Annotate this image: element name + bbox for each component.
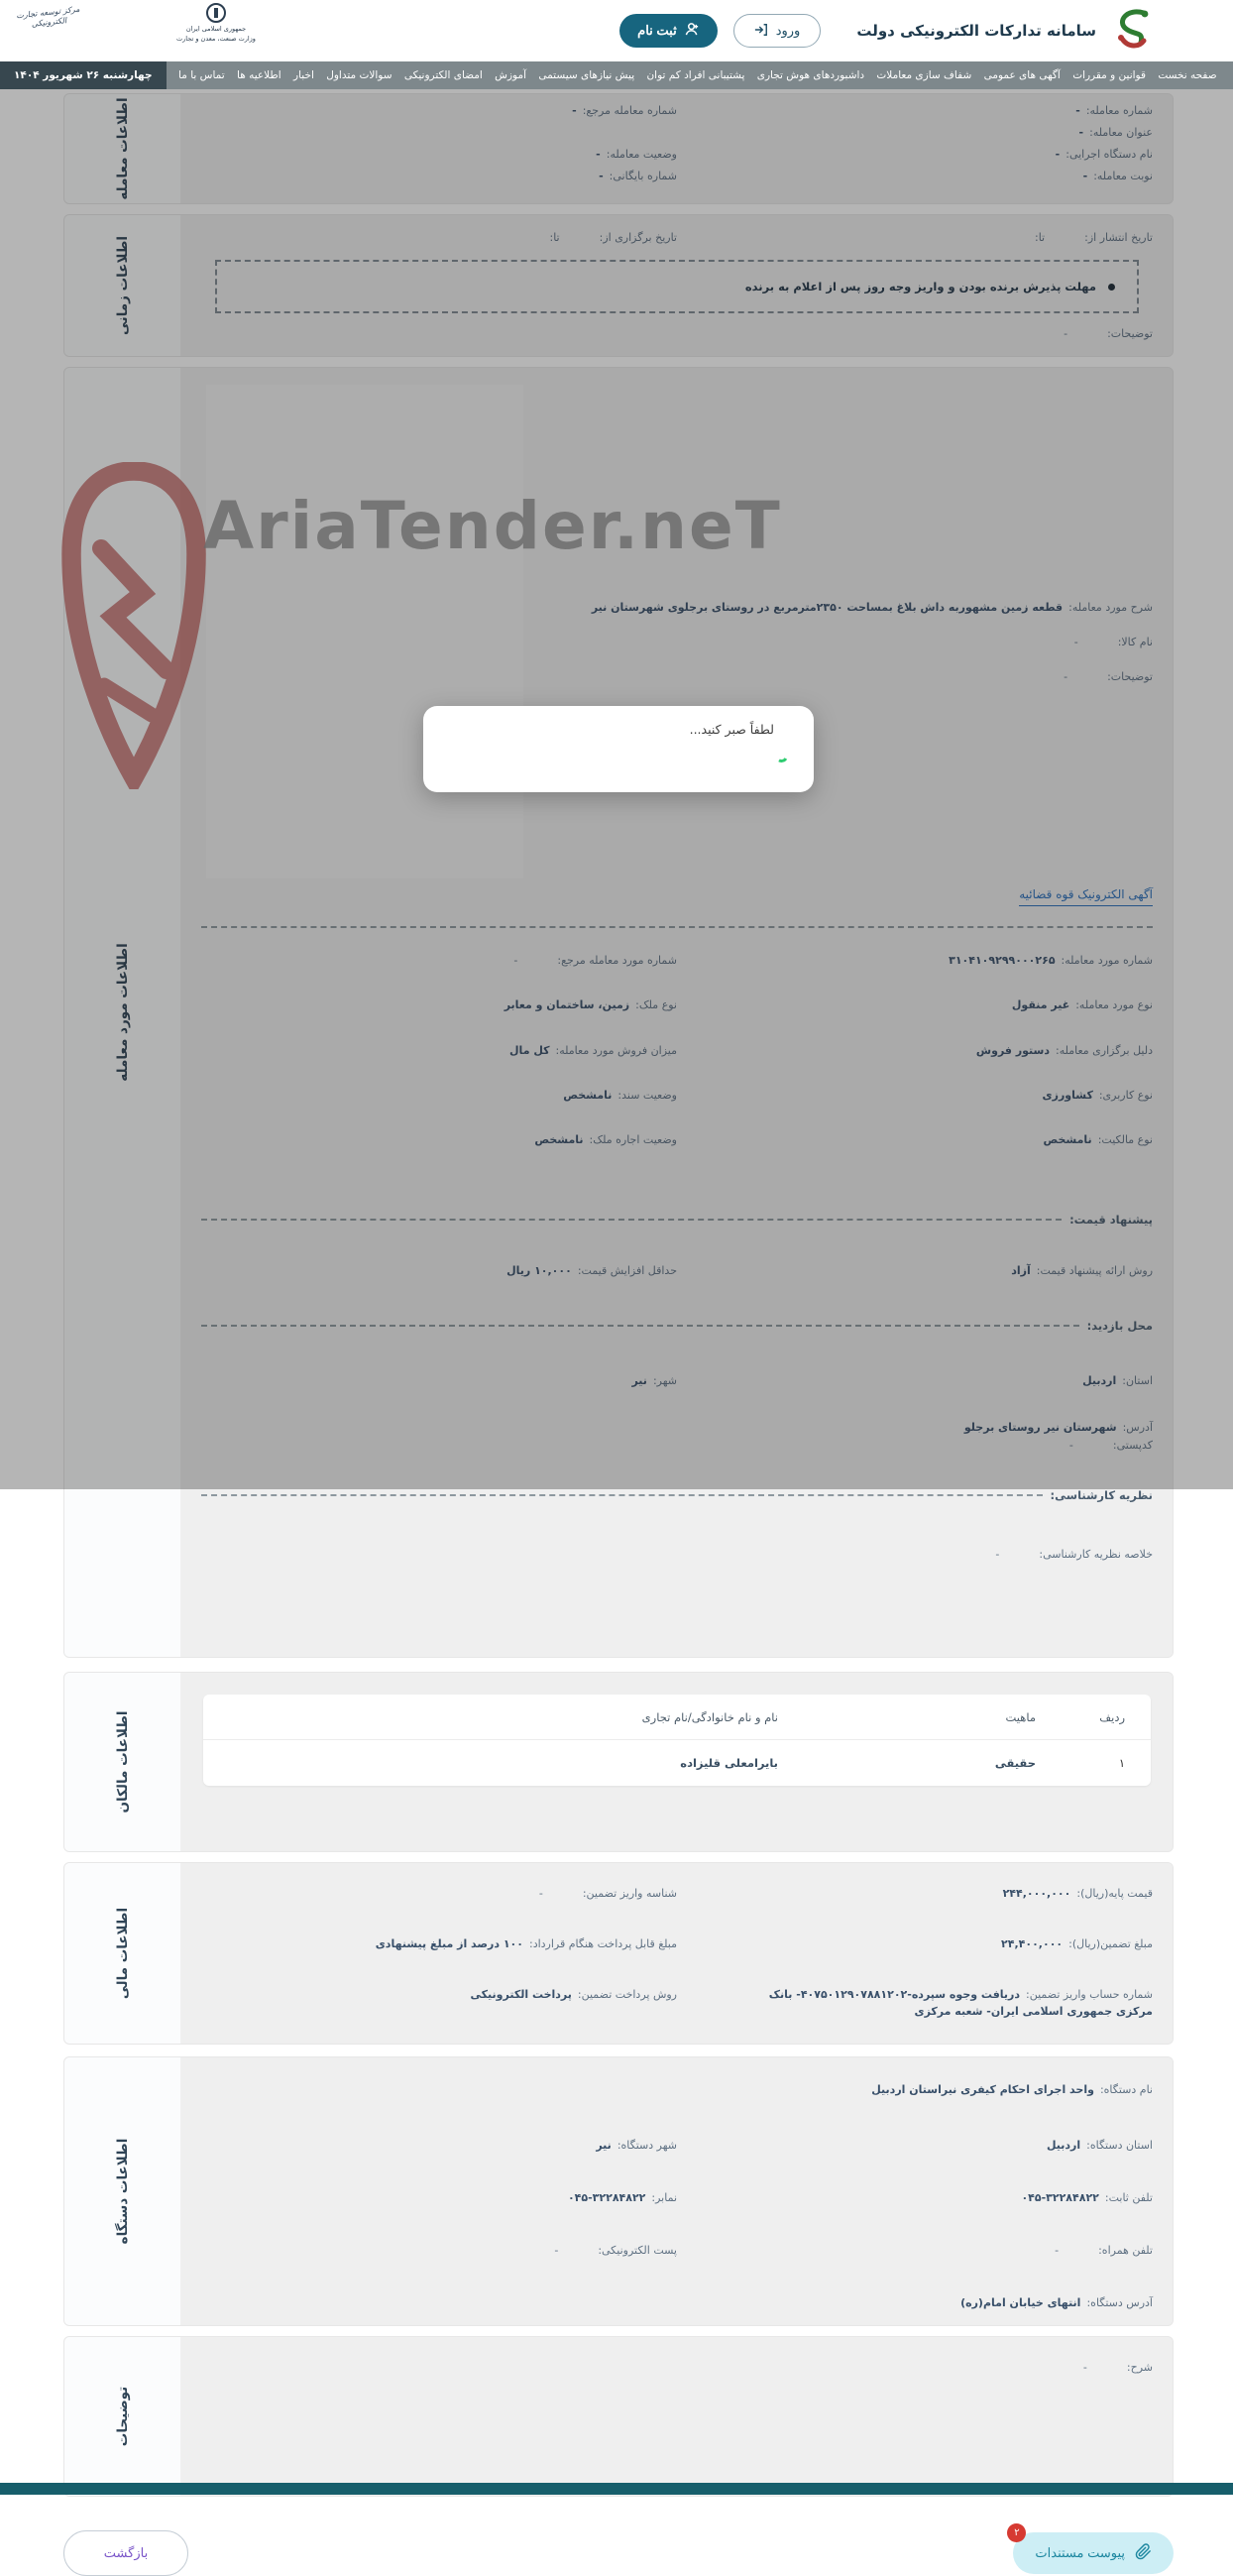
field-value: - bbox=[513, 954, 518, 968]
field-label: پست الکترونیکی: bbox=[598, 2243, 677, 2257]
ecommerce-center-logo: مرکز توسعه تجارت الکترونیکی bbox=[15, 4, 80, 30]
field-value: - bbox=[1055, 148, 1061, 162]
field-value: - bbox=[1064, 670, 1068, 684]
field bbox=[201, 2294, 1153, 2311]
field-value: ۳۱۰۴۱۰۹۲۹۹۰۰۰۲۶۵ bbox=[949, 954, 1056, 968]
section-title: اطلاعات معامله bbox=[114, 97, 131, 200]
field-value: ۰۴۵-۳۲۲۸۴۸۲۲ bbox=[567, 2190, 646, 2204]
field-label: روش ارائه پیشنهاد قیمت: bbox=[1036, 1263, 1153, 1277]
field bbox=[201, 1546, 1153, 1563]
col-entity-type: ماهیت bbox=[1005, 1709, 1036, 1724]
field-label: نوع کاربری: bbox=[1098, 1088, 1153, 1102]
nav-bi-dashboards[interactable]: داشبوردهای هوش تجاری bbox=[756, 69, 865, 81]
field-value: - bbox=[1082, 2360, 1087, 2374]
field-label: کدپستی: bbox=[1112, 1438, 1153, 1452]
field-label: شماره بایگانی: bbox=[609, 170, 677, 183]
field-value: - bbox=[572, 104, 577, 117]
field-value: قطعه زمین مشهوربه داش بلاغ بمساحت ۲۳۵۰مترمربع در روستای برجلوی شهرستان نیر bbox=[591, 601, 1064, 615]
field-label: وضعیت سند: bbox=[617, 1088, 677, 1102]
field-value: - bbox=[1075, 104, 1080, 117]
field-value: ۲۴۴,۰۰۰,۰۰۰ bbox=[1002, 1887, 1071, 1901]
nav-esignature[interactable]: امضای الکترونیکی bbox=[403, 69, 483, 81]
field-label: شرح: bbox=[1126, 2360, 1153, 2374]
field-label: توضیحات: bbox=[1107, 327, 1153, 341]
field-value: ۱۰۰ درصد از مبلغ پیشنهادی bbox=[375, 1937, 523, 1951]
gov-line-1: جمهوری اسلامی ایران bbox=[185, 25, 247, 33]
field-label: نام دستگاه اجرایی: bbox=[1065, 148, 1153, 162]
field-value: - bbox=[596, 148, 601, 162]
field-label: شماره معامله مرجع: bbox=[582, 104, 677, 117]
section-financial bbox=[63, 1862, 1174, 2045]
loading-modal bbox=[423, 706, 814, 792]
nav-transparency[interactable]: شفاف سازی معاملات bbox=[876, 69, 972, 81]
col-row-number: ردیف bbox=[1099, 1709, 1125, 1724]
register-button[interactable] bbox=[619, 14, 718, 48]
field bbox=[201, 2189, 677, 2206]
section-title: اطلاعات مالی bbox=[114, 1908, 131, 2000]
field-value: - bbox=[1073, 636, 1078, 649]
section-title-column bbox=[64, 2337, 181, 2496]
field bbox=[201, 2081, 1153, 2098]
field-label: تلفن ثابت: bbox=[1104, 2190, 1153, 2204]
login-label: ورود bbox=[775, 23, 801, 38]
field-label: عنوان معامله: bbox=[1089, 126, 1153, 140]
section-title: توضیحات bbox=[114, 2386, 131, 2446]
field-value: - bbox=[1064, 327, 1068, 341]
field-label: استان دستگاه: bbox=[1086, 2138, 1153, 2152]
field-value: - bbox=[554, 2243, 559, 2257]
login-arrow-icon bbox=[754, 23, 768, 40]
section-title: اطلاعات زمانی bbox=[114, 236, 131, 336]
user-plus-icon bbox=[685, 22, 700, 40]
field-label: توضیحات: bbox=[1107, 670, 1153, 684]
nav-news[interactable]: اخبار bbox=[293, 69, 314, 81]
ariatender-watermark-text: AriaTender.neT bbox=[203, 488, 782, 564]
section-title-column bbox=[64, 1673, 181, 1851]
field-value: اردبیل bbox=[1046, 2138, 1081, 2152]
field bbox=[201, 1986, 677, 2020]
field-value: نیر bbox=[631, 1373, 647, 1387]
field-label: خلاصه نظریه کارشناسی: bbox=[1039, 1547, 1153, 1561]
back-button[interactable]: بازگشت bbox=[63, 2530, 188, 2576]
field-label: آدرس دستگاه: bbox=[1086, 2295, 1153, 2309]
current-date: چهارشنبه ۲۶ شهریور ۱۴۰۴ bbox=[0, 61, 167, 89]
field-value: اردبیل bbox=[1082, 1373, 1117, 1387]
main-nav bbox=[0, 61, 1233, 89]
field-label: استان: bbox=[1122, 1373, 1153, 1387]
section-title-column bbox=[64, 2057, 181, 2324]
field bbox=[201, 2137, 677, 2154]
field-value: تا: bbox=[549, 231, 560, 245]
field-label: نوع مالکیت: bbox=[1097, 1132, 1153, 1146]
field-label: مبلغ قابل پرداخت هنگام قرارداد: bbox=[529, 1937, 677, 1951]
field-label: شرح مورد معامله: bbox=[1068, 601, 1153, 615]
field-value: زمین، ساختمان و معابر bbox=[504, 998, 630, 1012]
field-label: شناسه واریز تضمین: bbox=[582, 1887, 677, 1901]
field-label: قیمت پایه(ریال): bbox=[1076, 1887, 1153, 1901]
field-value: کشاورزی bbox=[1042, 1088, 1093, 1102]
field-label: شماره مورد معامله: bbox=[1061, 954, 1153, 968]
section-title: اطلاعات دستگاه bbox=[114, 2138, 131, 2245]
field-value: تا: bbox=[1035, 231, 1046, 245]
login-button[interactable] bbox=[733, 14, 822, 48]
field bbox=[201, 2242, 677, 2259]
nav-system-requirements[interactable]: پیش نیازهای سیستمی bbox=[538, 69, 635, 81]
field-value: نامشخص bbox=[563, 1088, 613, 1102]
cell-entity-type: حقیقی bbox=[994, 1756, 1036, 1771]
field-value: - bbox=[538, 1887, 543, 1901]
field-value: پرداخت الکترونیکی bbox=[470, 1988, 572, 2002]
section-description bbox=[63, 2336, 1174, 2497]
section-title: اطلاعات مالکان bbox=[114, 1710, 131, 1814]
field bbox=[677, 1935, 1153, 1952]
field-label: حداقل افزایش قیمت: bbox=[577, 1263, 677, 1277]
nav-public-ads[interactable]: آگهی های عمومی bbox=[983, 69, 1061, 81]
field-value: - bbox=[1078, 126, 1084, 140]
field-value: کل مال bbox=[509, 1043, 550, 1057]
field-value: - bbox=[1082, 170, 1088, 183]
section-owners bbox=[63, 1672, 1174, 1852]
field-value: ۰۴۵-۳۲۲۸۴۸۲۲ bbox=[1021, 2190, 1099, 2204]
table-header-row bbox=[203, 1695, 1151, 1740]
field-label: نام کالا: bbox=[1117, 636, 1153, 649]
field bbox=[677, 1986, 1153, 2020]
field-label: نوع ملک: bbox=[635, 998, 677, 1012]
field-value: نیر bbox=[596, 2138, 612, 2152]
field-value: دریافت وجوه سپرده-۴۰۷۵۰۱۲۹۰۷۸۸۱۲۰۲- بانک مرکزی جمهوری اسلامی ایران- شعبه مرکزی bbox=[768, 1988, 1153, 2019]
field-label: شهر دستگاه: bbox=[616, 2138, 677, 2152]
field-label: نام دستگاه: bbox=[1099, 2083, 1153, 2097]
field-value: نامشخص bbox=[534, 1132, 584, 1146]
field-label: شهر: bbox=[652, 1373, 677, 1387]
iran-emblem-icon bbox=[206, 3, 226, 23]
nav-accessibility[interactable]: پشتیبانی افراد کم توان bbox=[646, 69, 745, 81]
field-label: مبلغ تضمین(ریال): bbox=[1068, 1937, 1153, 1951]
field bbox=[201, 2359, 1153, 2376]
top-header bbox=[0, 0, 1233, 61]
field-value: واحد اجرای احکام کیفری نیراستان اردبیل bbox=[871, 2083, 1094, 2097]
field-value: نامشخص bbox=[1043, 1132, 1092, 1146]
nav-rules[interactable]: قوانین و مقررات bbox=[1072, 69, 1146, 81]
field bbox=[677, 2137, 1153, 2154]
field-label: نوع مورد معامله: bbox=[1075, 998, 1153, 1012]
nav-training[interactable]: آموزش bbox=[495, 69, 527, 81]
field-label: میزان فروش مورد معامله: bbox=[555, 1043, 677, 1057]
nav-faq[interactable]: سوالات متداول bbox=[326, 69, 392, 81]
field-value: دستور فروش bbox=[975, 1043, 1050, 1057]
field-value: انتهای خیابان امام(ره) bbox=[960, 2295, 1081, 2309]
table-row bbox=[203, 1740, 1151, 1786]
nav-home[interactable]: صفحه نخست bbox=[1158, 69, 1217, 81]
deadline-text: مهلت پذیرش برنده بودن و واریز وجه روز پس از اعلام به برنده bbox=[744, 280, 1096, 294]
expert-opinion-divider bbox=[201, 1488, 1153, 1502]
field-value: - bbox=[599, 170, 604, 183]
attachments-count-badge: ۲ bbox=[1007, 2523, 1026, 2542]
register-label: ثبت نام bbox=[637, 23, 677, 38]
section-title: اطلاعات مورد معامله bbox=[114, 943, 131, 1083]
judiciary-ad-link[interactable]: آگهی الکترونیک قوه قضائیه bbox=[1019, 887, 1153, 906]
field-label: نوبت معامله: bbox=[1093, 170, 1153, 183]
field-value: ۱۰,۰۰۰ ریال bbox=[506, 1263, 572, 1277]
field-label: دلیل برگزاری معامله: bbox=[1056, 1043, 1153, 1057]
section-organization bbox=[63, 2056, 1174, 2325]
field-label: آدرس: bbox=[1122, 1420, 1153, 1434]
field-label: روش پرداخت تضمین: bbox=[577, 1988, 677, 2002]
divider-label: محل بازدید: bbox=[1086, 1318, 1153, 1333]
ministry-logo bbox=[167, 3, 266, 45]
field-value: آزاد bbox=[1011, 1263, 1031, 1277]
gov-line-2: وزارت صنعت، معدن و تجارت bbox=[176, 34, 256, 43]
setad-logo-icon[interactable] bbox=[1110, 6, 1156, 56]
page-title: سامانه تدارکات الکترونیکی دولت bbox=[856, 22, 1096, 40]
col-full-name: نام و نام خانوادگی/نام تجاری bbox=[641, 1709, 778, 1724]
field-label: تلفن همراه: bbox=[1098, 2243, 1153, 2257]
spinner-icon bbox=[774, 749, 790, 764]
field-label: شماره حساب واریز تضمین: bbox=[1026, 1988, 1153, 2002]
owners-table bbox=[203, 1695, 1151, 1786]
divider-label: پیشنهاد قیمت: bbox=[1069, 1212, 1153, 1227]
field-value: شهرستان نیر روستای برجلو bbox=[963, 1420, 1117, 1434]
loading-text: لطفاً صبر کنید... bbox=[689, 722, 774, 737]
divider-label: نظریه کارشناسی: bbox=[1050, 1487, 1153, 1502]
nav-contact[interactable]: تماس با ما bbox=[178, 69, 225, 81]
field-label: شماره معامله: bbox=[1085, 104, 1153, 117]
footer-strip bbox=[0, 2483, 1233, 2495]
cell-full-name: بایرامعلی قلیزاده bbox=[680, 1756, 778, 1771]
cell-row-number: ۱ bbox=[1118, 1756, 1125, 1771]
attachments-label: پیوست مستندات bbox=[1035, 2544, 1125, 2560]
field-value: - bbox=[995, 1547, 1000, 1561]
field-label: وضعیت اجاره ملک: bbox=[589, 1132, 677, 1146]
field-value: ۲۴,۴۰۰,۰۰۰ bbox=[1001, 1937, 1064, 1951]
field-label: تاریخ برگزاری از: bbox=[599, 231, 677, 245]
field-value: - bbox=[1068, 1438, 1073, 1452]
field-label: تاریخ انتشار از: bbox=[1084, 231, 1153, 245]
field-value: - bbox=[1055, 2243, 1060, 2257]
field bbox=[201, 1885, 677, 1902]
field-value: غیر منقول bbox=[1011, 998, 1070, 1012]
section-title-column bbox=[64, 1863, 181, 2044]
field-label: وضعیت معامله: bbox=[606, 148, 677, 162]
field bbox=[677, 2242, 1153, 2259]
paperclip-icon bbox=[1135, 2543, 1152, 2563]
field bbox=[677, 1885, 1153, 1902]
nav-announcements[interactable]: اطلاعیه ها bbox=[237, 69, 281, 81]
field bbox=[677, 2189, 1153, 2206]
footer-actions bbox=[63, 2526, 1174, 2576]
field bbox=[201, 1935, 677, 1952]
attachments-button[interactable] bbox=[1013, 2532, 1174, 2574]
field-label: شماره مورد معامله مرجع: bbox=[557, 954, 677, 968]
field-label: نمابر: bbox=[651, 2190, 677, 2204]
